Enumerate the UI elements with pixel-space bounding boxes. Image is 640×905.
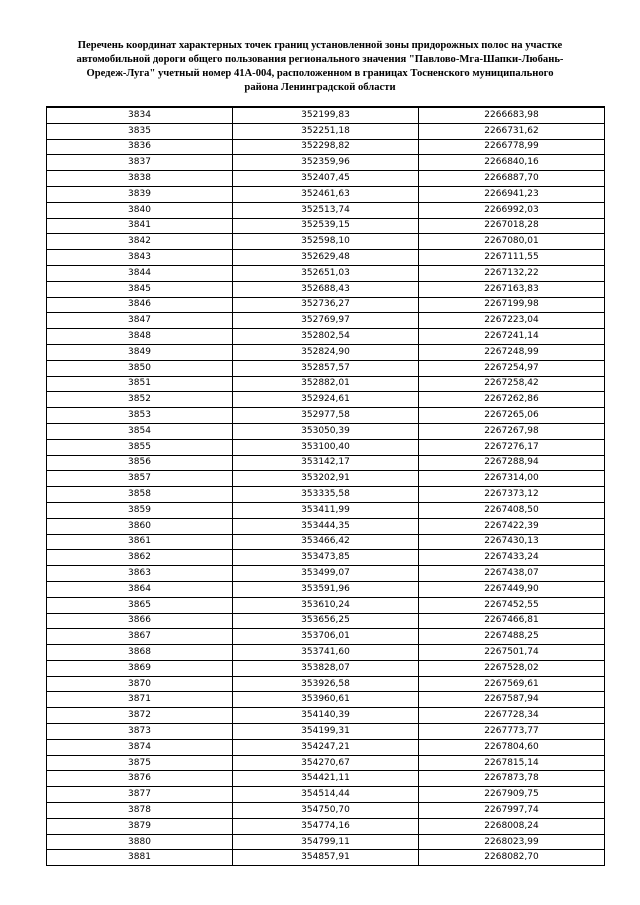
table-row (47, 550, 605, 566)
y-coordinate-cell: 2267488,25 (419, 629, 605, 645)
y-coordinate-cell: 2267276,17 (419, 439, 605, 455)
x-coordinate-cell: 354750,70 (233, 803, 419, 819)
table-row (47, 202, 605, 218)
x-coordinate-cell: 353926,58 (233, 676, 419, 692)
title-line: района Ленинградской области (244, 82, 396, 93)
table-row (47, 423, 605, 439)
table-row (47, 660, 605, 676)
x-coordinate-cell: 353591,96 (233, 581, 419, 597)
table-row (47, 487, 605, 503)
y-coordinate-cell: 2266778,99 (419, 139, 605, 155)
table-row (47, 597, 605, 613)
y-coordinate-cell: 2267873,78 (419, 771, 605, 787)
point-number-cell: 3840 (47, 202, 233, 218)
x-coordinate-cell: 353656,25 (233, 613, 419, 629)
point-number-cell: 3877 (47, 787, 233, 803)
x-coordinate-cell: 353100,40 (233, 439, 419, 455)
table-row (47, 139, 605, 155)
point-number-cell: 3881 (47, 850, 233, 866)
point-number-cell: 3876 (47, 771, 233, 787)
table-row (47, 724, 605, 740)
table-row (47, 313, 605, 329)
y-coordinate-cell: 2267569,61 (419, 676, 605, 692)
y-coordinate-cell: 2267132,22 (419, 265, 605, 281)
x-coordinate-cell: 352298,82 (233, 139, 419, 155)
point-number-cell: 3834 (47, 107, 233, 123)
table-row (47, 645, 605, 661)
x-coordinate-cell: 354514,44 (233, 787, 419, 803)
table-row (47, 818, 605, 834)
point-number-cell: 3853 (47, 408, 233, 424)
table-row (47, 265, 605, 281)
point-number-cell: 3872 (47, 708, 233, 724)
point-number-cell: 3860 (47, 518, 233, 534)
table-row (47, 250, 605, 266)
x-coordinate-cell: 352977,58 (233, 408, 419, 424)
point-number-cell: 3866 (47, 613, 233, 629)
y-coordinate-cell: 2267314,00 (419, 471, 605, 487)
table-row (47, 107, 605, 123)
x-coordinate-cell: 354857,91 (233, 850, 419, 866)
title-line: автомобильной дороги общего пользования регионального значения "Павлово-Мга-Шапки-Любань- (76, 54, 564, 65)
x-coordinate-cell: 352359,96 (233, 155, 419, 171)
table-row (47, 787, 605, 803)
y-coordinate-cell: 2267728,34 (419, 708, 605, 724)
point-number-cell: 3865 (47, 597, 233, 613)
point-number-cell: 3844 (47, 265, 233, 281)
x-coordinate-cell: 354140,39 (233, 708, 419, 724)
x-coordinate-cell: 353828,07 (233, 660, 419, 676)
table-row (47, 218, 605, 234)
point-number-cell: 3858 (47, 487, 233, 503)
table-row (47, 676, 605, 692)
point-number-cell: 3880 (47, 834, 233, 850)
x-coordinate-cell: 352924,61 (233, 392, 419, 408)
point-number-cell: 3849 (47, 344, 233, 360)
x-coordinate-cell: 353960,61 (233, 692, 419, 708)
y-coordinate-cell: 2268008,24 (419, 818, 605, 834)
table-row (47, 708, 605, 724)
x-coordinate-cell: 354421,11 (233, 771, 419, 787)
y-coordinate-cell: 2267815,14 (419, 755, 605, 771)
point-number-cell: 3856 (47, 455, 233, 471)
table-row (47, 344, 605, 360)
x-coordinate-cell: 352199,83 (233, 107, 419, 123)
y-coordinate-cell: 2266941,23 (419, 186, 605, 202)
y-coordinate-cell: 2266992,03 (419, 202, 605, 218)
table-row (47, 171, 605, 187)
y-coordinate-cell: 2267804,60 (419, 739, 605, 755)
table-row (47, 613, 605, 629)
table-row (47, 834, 605, 850)
y-coordinate-cell: 2268082,70 (419, 850, 605, 866)
x-coordinate-cell: 352736,27 (233, 297, 419, 313)
x-coordinate-cell: 353444,35 (233, 518, 419, 534)
x-coordinate-cell: 352629,48 (233, 250, 419, 266)
y-coordinate-cell: 2267501,74 (419, 645, 605, 661)
table-row (47, 281, 605, 297)
x-coordinate-cell: 352407,45 (233, 171, 419, 187)
point-number-cell: 3843 (47, 250, 233, 266)
point-number-cell: 3836 (47, 139, 233, 155)
y-coordinate-cell: 2267408,50 (419, 502, 605, 518)
table-row (47, 439, 605, 455)
table-row (47, 502, 605, 518)
y-coordinate-cell: 2267241,14 (419, 329, 605, 345)
y-coordinate-cell: 2267258,42 (419, 376, 605, 392)
coordinates-table-body (47, 107, 605, 866)
y-coordinate-cell: 2267111,55 (419, 250, 605, 266)
point-number-cell: 3873 (47, 724, 233, 740)
x-coordinate-cell: 353411,99 (233, 502, 419, 518)
point-number-cell: 3864 (47, 581, 233, 597)
table-row (47, 581, 605, 597)
point-number-cell: 3870 (47, 676, 233, 692)
y-coordinate-cell: 2266840,16 (419, 155, 605, 171)
y-coordinate-cell: 2267223,04 (419, 313, 605, 329)
table-row (47, 771, 605, 787)
point-number-cell: 3859 (47, 502, 233, 518)
x-coordinate-cell: 353466,42 (233, 534, 419, 550)
x-coordinate-cell: 353741,60 (233, 645, 419, 661)
y-coordinate-cell: 2267452,55 (419, 597, 605, 613)
point-number-cell: 3871 (47, 692, 233, 708)
title-line: Оредеж-Луга" учетный номер 41А-004, расположенном в границах Тосненского муниципального (86, 68, 554, 79)
y-coordinate-cell: 2266683,98 (419, 107, 605, 123)
y-coordinate-cell: 2267422,39 (419, 518, 605, 534)
x-coordinate-cell: 352824,90 (233, 344, 419, 360)
y-coordinate-cell: 2267430,13 (419, 534, 605, 550)
x-coordinate-cell: 354774,16 (233, 818, 419, 834)
point-number-cell: 3837 (47, 155, 233, 171)
table-row (47, 392, 605, 408)
point-number-cell: 3851 (47, 376, 233, 392)
y-coordinate-cell: 2267254,97 (419, 360, 605, 376)
y-coordinate-cell: 2267288,94 (419, 455, 605, 471)
y-coordinate-cell: 2267267,98 (419, 423, 605, 439)
point-number-cell: 3845 (47, 281, 233, 297)
point-number-cell: 3847 (47, 313, 233, 329)
y-coordinate-cell: 2267587,94 (419, 692, 605, 708)
y-coordinate-cell: 2267373,12 (419, 487, 605, 503)
x-coordinate-cell: 352769,97 (233, 313, 419, 329)
y-coordinate-cell: 2267080,01 (419, 234, 605, 250)
coordinates-table (46, 106, 605, 866)
x-coordinate-cell: 352539,15 (233, 218, 419, 234)
x-coordinate-cell: 353499,07 (233, 566, 419, 582)
y-coordinate-cell: 2267997,74 (419, 803, 605, 819)
table-row (47, 629, 605, 645)
y-coordinate-cell: 2267466,81 (419, 613, 605, 629)
y-coordinate-cell: 2267528,02 (419, 660, 605, 676)
y-coordinate-cell: 2267262,86 (419, 392, 605, 408)
table-row (47, 360, 605, 376)
x-coordinate-cell: 352513,74 (233, 202, 419, 218)
point-number-cell: 3854 (47, 423, 233, 439)
y-coordinate-cell: 2267265,06 (419, 408, 605, 424)
point-number-cell: 3839 (47, 186, 233, 202)
table-row (47, 692, 605, 708)
x-coordinate-cell: 353335,58 (233, 487, 419, 503)
point-number-cell: 3838 (47, 171, 233, 187)
x-coordinate-cell: 352882,01 (233, 376, 419, 392)
x-coordinate-cell: 352688,43 (233, 281, 419, 297)
y-coordinate-cell: 2266731,62 (419, 123, 605, 139)
point-number-cell: 3878 (47, 803, 233, 819)
point-number-cell: 3857 (47, 471, 233, 487)
point-number-cell: 3868 (47, 645, 233, 661)
x-coordinate-cell: 352251,18 (233, 123, 419, 139)
table-row (47, 329, 605, 345)
title-line: Перечень координат характерных точек границ установленной зоны придорожных полос на участке (77, 40, 563, 51)
table-row (47, 471, 605, 487)
point-number-cell: 3869 (47, 660, 233, 676)
x-coordinate-cell: 352651,03 (233, 265, 419, 281)
y-coordinate-cell: 2267773,77 (419, 724, 605, 740)
point-number-cell: 3848 (47, 329, 233, 345)
point-number-cell: 3879 (47, 818, 233, 834)
y-coordinate-cell: 2267449,90 (419, 581, 605, 597)
y-coordinate-cell: 2266887,70 (419, 171, 605, 187)
x-coordinate-cell: 354270,67 (233, 755, 419, 771)
y-coordinate-cell: 2267018,28 (419, 218, 605, 234)
x-coordinate-cell: 353706,01 (233, 629, 419, 645)
table-row (47, 234, 605, 250)
x-coordinate-cell: 352461,63 (233, 186, 419, 202)
x-coordinate-cell: 353050,39 (233, 423, 419, 439)
table-row (47, 850, 605, 866)
y-coordinate-cell: 2267248,99 (419, 344, 605, 360)
point-number-cell: 3846 (47, 297, 233, 313)
x-coordinate-cell: 352802,54 (233, 329, 419, 345)
y-coordinate-cell: 2267438,07 (419, 566, 605, 582)
table-row (47, 534, 605, 550)
table-row (47, 155, 605, 171)
x-coordinate-cell: 352598,10 (233, 234, 419, 250)
x-coordinate-cell: 353142,17 (233, 455, 419, 471)
table-row (47, 408, 605, 424)
table-row (47, 739, 605, 755)
y-coordinate-cell: 2267199,98 (419, 297, 605, 313)
x-coordinate-cell: 354247,21 (233, 739, 419, 755)
point-number-cell: 3855 (47, 439, 233, 455)
table-row (47, 186, 605, 202)
x-coordinate-cell: 354799,11 (233, 834, 419, 850)
point-number-cell: 3875 (47, 755, 233, 771)
point-number-cell: 3842 (47, 234, 233, 250)
table-row (47, 297, 605, 313)
point-number-cell: 3835 (47, 123, 233, 139)
point-number-cell: 3850 (47, 360, 233, 376)
point-number-cell: 3863 (47, 566, 233, 582)
point-number-cell: 3861 (47, 534, 233, 550)
table-row (47, 755, 605, 771)
point-number-cell: 3867 (47, 629, 233, 645)
point-number-cell: 3841 (47, 218, 233, 234)
document-title (40, 39, 600, 95)
x-coordinate-cell: 353202,91 (233, 471, 419, 487)
point-number-cell: 3874 (47, 739, 233, 755)
table-row (47, 518, 605, 534)
point-number-cell: 3862 (47, 550, 233, 566)
y-coordinate-cell: 2267163,83 (419, 281, 605, 297)
point-number-cell: 3852 (47, 392, 233, 408)
y-coordinate-cell: 2268023,99 (419, 834, 605, 850)
table-row (47, 455, 605, 471)
y-coordinate-cell: 2267433,24 (419, 550, 605, 566)
x-coordinate-cell: 352857,57 (233, 360, 419, 376)
table-row (47, 803, 605, 819)
y-coordinate-cell: 2267909,75 (419, 787, 605, 803)
x-coordinate-cell: 353473,85 (233, 550, 419, 566)
x-coordinate-cell: 353610,24 (233, 597, 419, 613)
table-row (47, 566, 605, 582)
x-coordinate-cell: 354199,31 (233, 724, 419, 740)
table-row (47, 123, 605, 139)
table-row (47, 376, 605, 392)
